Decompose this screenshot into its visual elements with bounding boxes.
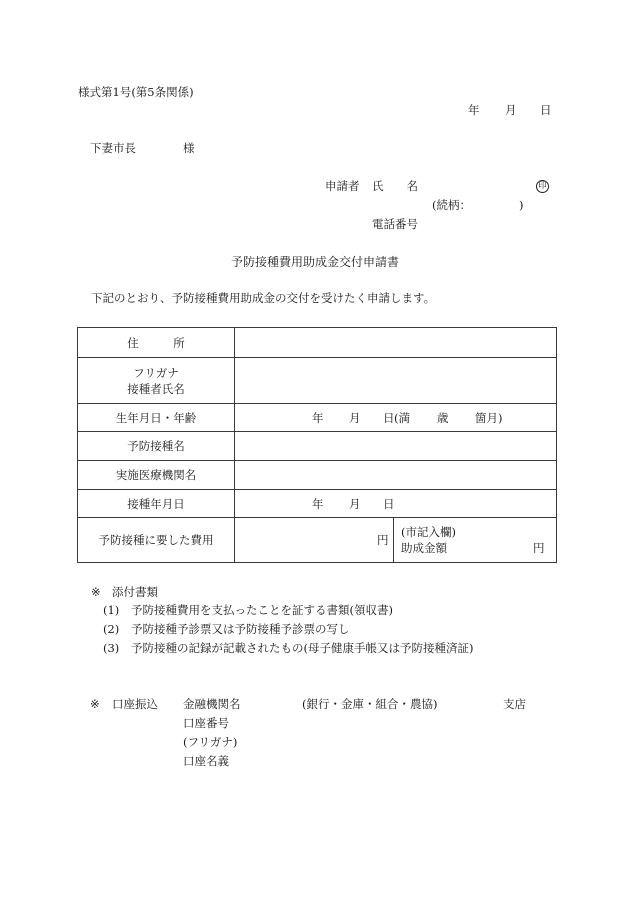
- branch-label: 支店: [503, 697, 526, 711]
- attachment-text: 予防接種費用を支払ったことを証する書類(領収書): [131, 603, 393, 617]
- date-month-label: 月: [505, 103, 517, 117]
- recipient-name-field[interactable]: [235, 358, 556, 403]
- vaccination-date-label: [78, 490, 235, 517]
- birth-field[interactable]: [235, 404, 556, 431]
- recipient-name-label: 接種者氏名: [127, 381, 185, 396]
- relation-label-close: ): [519, 198, 524, 212]
- vaccination-date-field[interactable]: [235, 490, 556, 517]
- institution-label: 金融機関名: [183, 697, 241, 711]
- vaccination-day-unit: 日: [383, 496, 395, 511]
- name-label: [78, 358, 235, 403]
- birth-year-unit: 年: [312, 410, 324, 425]
- birth-label-text: 生年月日・年齢: [115, 410, 197, 425]
- phone-label: 電話番号: [372, 217, 418, 231]
- institution-types: (銀行・金庫・組合・農協): [302, 697, 438, 711]
- attachments-note-mark: ※: [91, 585, 101, 599]
- birth-label: [78, 404, 235, 431]
- relation-label-open: (続柄：: [432, 198, 471, 212]
- vaccination-date-label-text: 接種年月日: [127, 496, 185, 511]
- age-open-label: (満: [394, 410, 410, 425]
- clinic-label-text: 実施医療機関名: [115, 468, 197, 482]
- address-label: [78, 328, 235, 357]
- attachment-text: 予防接種の記録が記載されたもの(母子健康手帳又は予防接種済証): [131, 641, 474, 655]
- clinic-label: [78, 461, 235, 489]
- address-label-text: 住 所: [127, 335, 185, 350]
- account-number-label: 口座番号: [183, 716, 229, 730]
- date-year-label: 年: [468, 103, 480, 117]
- addressee-honorific: 様: [183, 141, 195, 155]
- city-use-label: (市記入欄): [401, 525, 456, 539]
- cost-label: [78, 518, 235, 562]
- vaccine-label: [78, 432, 235, 460]
- age-unit: 歳: [437, 410, 449, 425]
- attachments-heading: 添付書類: [112, 585, 158, 599]
- row-cost: [78, 517, 556, 562]
- birth-month-unit: 月: [349, 410, 361, 425]
- birth-day-unit: 日: [383, 410, 395, 425]
- row-address: [78, 328, 556, 357]
- vaccination-year-unit: 年: [312, 496, 324, 511]
- attachment-number: (1): [103, 603, 120, 617]
- attachment-number: (3): [103, 641, 120, 655]
- document-title: 予防接種費用助成金交付申請書: [230, 255, 399, 269]
- cost-currency: 円: [377, 533, 389, 547]
- furigana-label: フリガナ: [133, 365, 179, 380]
- vaccination-month-unit: 月: [349, 496, 361, 511]
- bank-note-mark: ※: [90, 697, 100, 711]
- bank-transfer-heading: 口座振込: [112, 697, 158, 711]
- row-birth: [78, 403, 556, 431]
- row-vaccine: [78, 431, 556, 460]
- subsidy-label: 助成金額: [401, 541, 447, 555]
- addressee-name: 下妻市長: [90, 141, 136, 155]
- vaccine-label-text: 予防接種名: [127, 439, 185, 453]
- row-vaccination-date: [78, 489, 556, 517]
- age-months-unit: 箇月): [475, 410, 503, 425]
- form-number: 様式第1号(第5条関係): [78, 85, 194, 99]
- applicant-role-label: 申請者: [325, 179, 360, 193]
- seal-icon: 印: [536, 180, 549, 193]
- application-table: [77, 327, 557, 563]
- account-furigana-label: (フリガナ): [183, 735, 238, 749]
- date-day-label: 日: [540, 103, 552, 117]
- cost-field[interactable]: [235, 518, 394, 562]
- vaccine-field[interactable]: [235, 432, 556, 460]
- intro-text: 下記のとおり、予防接種費用助成金の交付を受けたく申請します。: [91, 291, 436, 305]
- account-holder-label: 口座名義: [183, 754, 229, 768]
- row-name: [78, 357, 556, 403]
- clinic-field[interactable]: [235, 461, 556, 489]
- applicant-name-label: 氏 名: [372, 179, 418, 193]
- attachment-text: 予防接種予診票又は予防接種予診票の写し: [131, 622, 350, 636]
- address-field[interactable]: [235, 328, 556, 357]
- subsidy-field: [394, 518, 556, 562]
- row-clinic: [78, 460, 556, 489]
- subsidy-currency: 円: [533, 541, 545, 555]
- cost-label-text: 予防接種に要した費用: [98, 533, 214, 547]
- attachment-number: (2): [103, 622, 120, 636]
